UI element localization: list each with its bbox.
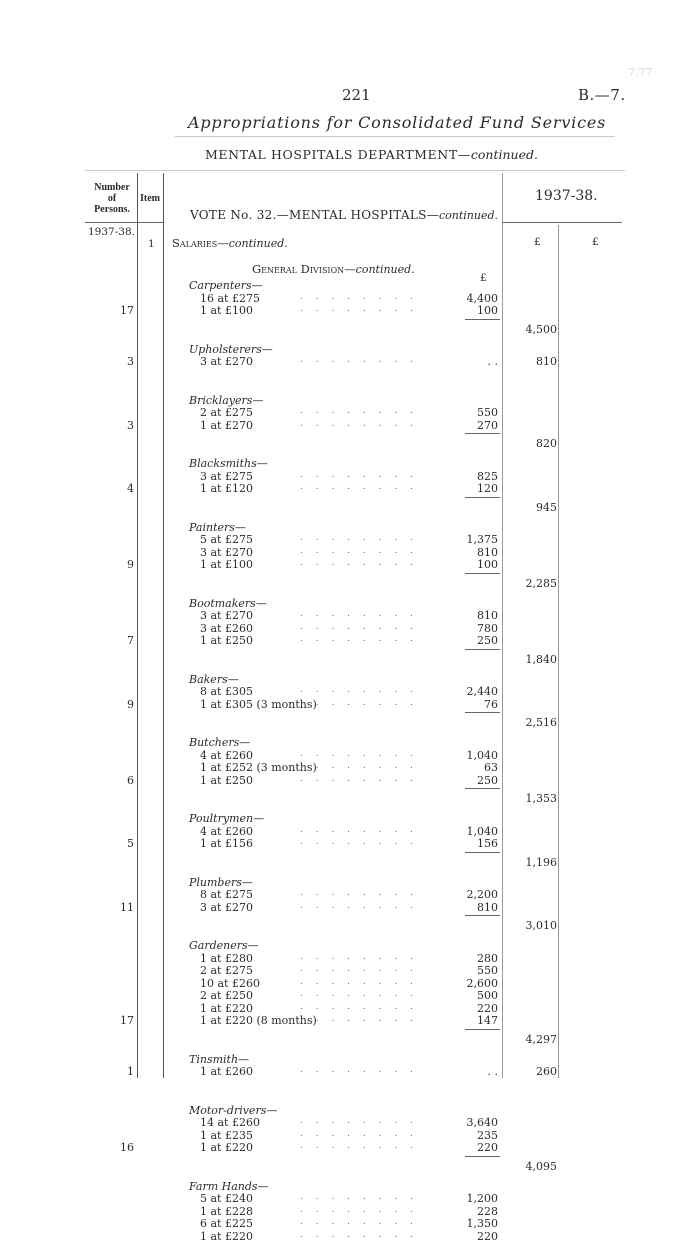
subtotal-rule [465, 433, 500, 434]
rate-line-label: 1 at £270 [200, 418, 253, 432]
trade-heading: Farm Hands— [189, 1179, 269, 1193]
rate-line-dots: . . [487, 1065, 498, 1078]
rate-line-label: 16 at £275 [200, 291, 260, 305]
leader-dots: . . . . . . . . [300, 748, 418, 759]
leader-dots: . . . . . . . . [300, 469, 418, 480]
rate-line-label: 1 at £100 [200, 304, 253, 317]
rate-line-amount: 780 [477, 621, 498, 635]
rate-line-amount: 1,040 [466, 824, 498, 838]
leader-dots: . . . . . . . . [300, 1141, 418, 1151]
leader-dots: . . . . . . . . [300, 1217, 418, 1227]
persons-count: 1 [127, 1065, 134, 1078]
rate-line-amount: 810 [477, 900, 498, 914]
leader-dots: . . . . . . . . [300, 291, 418, 302]
rate-line-amount: 235 [477, 1128, 498, 1142]
division-continued: continued. [355, 263, 415, 276]
rate-line-label: 1 at £156 [200, 837, 253, 850]
page-corner-mark: 7.77 [628, 66, 653, 79]
group-total: 2,285 [525, 576, 557, 590]
rate-line-amount: 550 [477, 964, 498, 977]
rate-line-label: 4 at £260 [200, 748, 253, 762]
rate-line-label: 1 at £120 [200, 482, 253, 495]
rate-line-label: 5 at £240 [200, 1192, 253, 1205]
rate-line-label: 5 at £275 [200, 533, 253, 546]
rate-line-amount: 500 [477, 989, 498, 1002]
rate-line-label: 1 at £280 [200, 951, 253, 965]
rate-line-amount: 550 [477, 406, 498, 419]
leader-dots: . . . . . . . . [300, 609, 418, 619]
subtotal-rule [465, 573, 500, 574]
rate-line-amount: 810 [477, 545, 498, 559]
rate-line-label: 3 at £270 [200, 355, 253, 368]
rate-line-label: 2 at £250 [200, 989, 253, 1002]
rate-line-amount: 1,375 [466, 533, 498, 546]
trade-heading: Carpenters— [189, 279, 263, 292]
leader-dots: . . . . . . . . [300, 304, 418, 314]
pound-sign-totals: £ [534, 236, 541, 248]
subtotal-rule [465, 852, 500, 853]
subtotal-rule [465, 319, 500, 320]
subtotal-rule [465, 649, 500, 650]
rate-line-amount: 1,350 [466, 1217, 498, 1230]
group-total: 945 [536, 500, 557, 514]
persons-count: 3 [127, 418, 134, 432]
group-total: 4,297 [525, 1032, 557, 1046]
trade-heading: Bootmakers— [189, 596, 267, 610]
rate-line-label: 1 at £252 (3 months) [200, 761, 317, 774]
vote-title-text: VOTE No. 32.—MENTAL HOSPITALS— [190, 208, 439, 222]
leader-dots: . . . . . . . . [300, 900, 418, 911]
leader-dots: . . . . . . . . [300, 888, 418, 898]
subtotal-rule [465, 915, 500, 916]
rate-line-label: 1 at £235 [200, 1128, 253, 1142]
trade-heading: Gardeners— [189, 939, 259, 952]
leader-dots: . . . . . . . . [300, 1065, 418, 1075]
trade-heading: Butchers— [189, 736, 251, 749]
item-number: 1 [148, 238, 155, 250]
subtotal-rule [465, 788, 500, 789]
rate-line-amount: 63 [484, 761, 498, 774]
group-total: 4,500 [525, 322, 557, 336]
persons-count: 6 [127, 773, 134, 787]
subtotal-rule [465, 497, 500, 498]
trade-heading: Bricklayers— [189, 393, 264, 407]
rate-line-amount: 120 [477, 482, 498, 495]
trade-heading: Plumbers— [189, 875, 253, 889]
subtotal-rule [465, 1156, 500, 1157]
trade-heading: Painters— [189, 520, 246, 534]
rate-line-amount: 156 [477, 837, 498, 850]
trade-heading: Bakers— [189, 672, 239, 686]
persons-count: 9 [127, 558, 134, 571]
rate-line-label: 1 at £250 [200, 773, 253, 787]
rate-line-label: 8 at £275 [200, 888, 253, 901]
header-persons-line2: of [107, 193, 117, 204]
department-continued: continued. [470, 147, 538, 162]
rate-line-label: 2 at £275 [200, 964, 253, 977]
rate-line-amount: 3,640 [466, 1116, 498, 1129]
group-total: 3,010 [525, 919, 557, 932]
rate-line-label: 1 at £220 [200, 1229, 253, 1243]
leader-dots: . . . . . . . . [300, 1116, 418, 1126]
rate-line-label: 14 at £260 [200, 1116, 260, 1129]
rate-line-label: 1 at £305 (3 months) [200, 697, 317, 711]
leader-dots: . . . . . . . . [300, 533, 418, 543]
persons-count: 17 [120, 1014, 134, 1027]
trade-heading: Upholsterers— [189, 342, 273, 356]
group-total: 1,196 [525, 855, 557, 869]
header-persons-line1: Number [94, 182, 130, 193]
rate-line-amount: 220 [477, 1001, 498, 1015]
rate-line-amount: 250 [477, 773, 498, 787]
page-number: 221 [342, 86, 371, 104]
pound-sign-grand: £ [592, 236, 599, 248]
leader-dots: . . . . . . . . [300, 1014, 418, 1024]
rate-line-label: 1 at £228 [200, 1204, 253, 1218]
leader-dots: . . . . . . . . [300, 418, 418, 429]
department-name: MENTAL HOSPITALS DEPARTMENT— [205, 147, 471, 162]
persons-count: 5 [127, 837, 134, 850]
leader-dots: . . . . . . . . [300, 482, 418, 492]
leader-dots: . . . . . . . . [300, 1001, 418, 1012]
rate-line-amount: 1,040 [466, 748, 498, 762]
group-total: 1,840 [525, 652, 557, 666]
group-total: 4,095 [525, 1159, 557, 1173]
rate-line-amount: 220 [477, 1141, 498, 1154]
group-total: 260 [536, 1065, 557, 1078]
document-reference: B.—7. [578, 86, 626, 104]
persons-count: 9 [127, 697, 134, 711]
leader-dots: . . . . . . . . [300, 406, 418, 416]
rate-line-amount: 100 [477, 304, 498, 317]
rate-line-label: 1 at £220 [200, 1001, 253, 1015]
rate-line-amount: 270 [477, 418, 498, 432]
rate-line-label: 8 at £305 [200, 685, 253, 698]
rate-line-label: 10 at £260 [200, 976, 260, 990]
leader-dots: . . . . . . . . [300, 1192, 418, 1202]
rate-line-amount: 2,200 [466, 888, 498, 901]
rate-line-amount: 147 [477, 1014, 498, 1027]
subtotal-rule [465, 712, 500, 713]
header-item: Item [140, 193, 160, 204]
rate-line-amount: 220 [477, 1229, 498, 1243]
rate-line-label: 2 at £275 [200, 406, 253, 419]
rate-line-label: 1 at £220 (8 months) [200, 1014, 317, 1027]
leader-dots: . . . . . . . . [300, 558, 418, 568]
group-total: 810 [536, 355, 557, 368]
leader-dots: . . . . . . . . [300, 355, 418, 365]
rate-line-label: 3 at £270 [200, 545, 253, 559]
leader-dots: . . . . . . . . [300, 1229, 418, 1240]
leader-dots: . . . . . . . . [300, 761, 418, 771]
vote-title-continued: continued. [438, 209, 499, 222]
header-persons-line3: Persons. [94, 204, 130, 215]
leader-dots: . . . . . . . . [300, 545, 418, 556]
group-total: 1,353 [525, 792, 557, 805]
trade-heading: Motor-drivers— [189, 1103, 278, 1117]
rate-line-amount: 810 [477, 609, 498, 622]
rate-line-label: 1 at £100 [200, 558, 253, 571]
rate-line-label: 4 at £260 [200, 824, 253, 838]
salaries-label: Salaries— [172, 236, 229, 250]
subtotal-rule [465, 1029, 500, 1030]
leader-dots: . . . . . . . . [300, 621, 418, 632]
persons-year: 1937-38. [88, 226, 135, 238]
persons-count: 4 [127, 482, 134, 495]
leader-dots: . . . . . . . . [300, 697, 418, 708]
trade-heading: Blacksmiths— [189, 457, 268, 470]
division-label: General Division— [252, 262, 356, 276]
group-total: 2,516 [525, 716, 557, 729]
leader-dots: . . . . . . . . [300, 1128, 418, 1139]
rate-line-amount: 2,440 [466, 685, 498, 698]
rate-line-amount: 100 [477, 558, 498, 571]
leader-dots: . . . . . . . . [300, 976, 418, 987]
rate-line-amount: 1,200 [466, 1192, 498, 1205]
rate-line-label: 3 at £270 [200, 900, 253, 914]
persons-count: 11 [120, 900, 134, 914]
trade-heading: Tinsmith— [189, 1052, 250, 1066]
rate-line-label: 3 at £260 [200, 621, 253, 635]
pound-sign-amounts: £ [480, 272, 487, 284]
trade-heading: Poultrymen— [189, 812, 265, 825]
persons-count: 17 [120, 304, 134, 317]
rate-line-label: 6 at £225 [200, 1217, 253, 1230]
leader-dots: . . . . . . . . [300, 1204, 418, 1215]
leader-dots: . . . . . . . . [300, 824, 418, 835]
rate-line-dots: . . [487, 355, 498, 368]
leader-dots: . . . . . . . . [300, 964, 418, 974]
rate-line-label: 1 at £260 [200, 1065, 253, 1078]
leader-dots: . . . . . . . . [300, 837, 418, 847]
rate-line-amount: 825 [477, 469, 498, 483]
rate-line-label: 1 at £220 [200, 1141, 253, 1154]
rate-line-amount: 2,600 [466, 976, 498, 990]
rate-line-amount: 76 [484, 697, 498, 711]
rate-line-label: 1 at £250 [200, 634, 253, 647]
rate-line-label: 3 at £275 [200, 469, 253, 483]
year-heading: 1937-38. [535, 188, 598, 204]
persons-count: 3 [127, 355, 134, 368]
leader-dots: . . . . . . . . [300, 773, 418, 784]
salaries-continued: continued. [228, 237, 288, 250]
persons-count: 7 [127, 634, 134, 647]
leader-dots: . . . . . . . . [300, 951, 418, 962]
rate-line-amount: 280 [477, 951, 498, 965]
group-total: 820 [536, 437, 557, 450]
rate-line-amount: 228 [477, 1204, 498, 1218]
leader-dots: . . . . . . . . [300, 685, 418, 695]
persons-count: 16 [120, 1141, 134, 1154]
leader-dots: . . . . . . . . [300, 634, 418, 644]
rate-line-label: 3 at £270 [200, 609, 253, 622]
leader-dots: . . . . . . . . [300, 989, 418, 999]
rate-line-amount: 4,400 [466, 291, 498, 305]
rate-line-amount: 250 [477, 634, 498, 647]
page-title: Appropriations for Consolidated Fund Services [188, 113, 607, 132]
